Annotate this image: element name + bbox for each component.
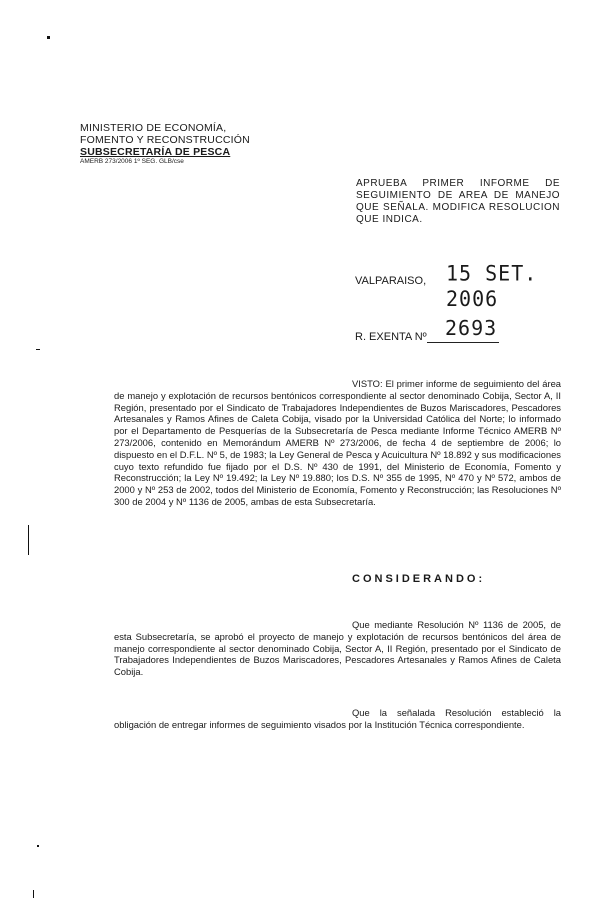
exenta-label: R. EXENTA Nº (355, 331, 427, 343)
place-label: VALPARAISO, (355, 275, 427, 287)
ministry-line-2: FOMENTO Y RECONSTRUCCIÓN (80, 134, 250, 146)
date-stamp: 15 SET. 2006 (446, 260, 538, 312)
scan-speck (36, 349, 40, 350)
exenta-number: 2693 (445, 316, 498, 340)
scan-speck (37, 845, 39, 847)
scan-speck (47, 36, 50, 39)
considerando-paragraph-2 (114, 707, 561, 731)
subject-line-2: SEGUIMIENTO DE AREA DE MANEJO (356, 190, 560, 201)
subsecretaria-line: SUBSECRETARÍA DE PESCA (80, 146, 231, 158)
document-subject (356, 178, 560, 226)
subject-line-4: QUE INDICA. (356, 214, 423, 225)
visto-lead: VISTO: (352, 378, 383, 389)
considerando-2-text: Que la señalada Resolución estableció la obligación de entregar informes de seguimiento visados por la Institución Técnica correspondiente. (114, 707, 561, 730)
reference-code: AMERB 273/2006 1º SEG. GLB/cse (80, 158, 184, 165)
considerando-heading: CONSIDERANDO: (352, 573, 486, 585)
subject-line-3: QUE SEÑALA. MODIFICA RESOLUCION (356, 202, 560, 213)
exenta-underline (427, 342, 499, 343)
letterhead (80, 122, 250, 166)
considerando-1-text: Que mediante Resolución Nº 1136 de 2005, de esta Subsecretaría, se aprobó el proyecto de manejo y explotación de recursos bentónicos del área de manejo correspondiente al sector denominado Cobija, Sector A, II Región, presentado por el Sindicato de Trabajadores Independientes de Buzos Mariscadores, Pescadores Artesanales y Ramos Afines de Caleta Cobija. (114, 619, 561, 678)
scan-mark (33, 890, 34, 898)
subject-line-1: APRUEBA PRIMER INFORME DE (356, 178, 560, 189)
scan-mark (28, 525, 29, 555)
visto-paragraph (114, 378, 561, 508)
ministry-line-1: MINISTERIO DE ECONOMÍA, (80, 122, 227, 134)
visto-text: El primer informe de seguimiento del área de manejo y explotación de recursos bentónicos correspondiente al sector denominado Cobija, Sector A, II Región, presentado por el Sindicato de Trabajadores Independientes de Buzos Mariscadores, Pescadores Artesanales y Ramos Afines de Caleta Cobija, visado por la Universidad Católica del Norte; lo informado por el Departamento de Pesquerías de la Subsecretaría de Pesca mediante Informe Técnico AMERB Nº 273/2006, contenido en Memorándum AMERB Nº 273/2006, de fecha 4 de septiembre de 2006; lo dispuesto en el D.F.L. Nº 5, de 1983; la Ley General de Pesca y Acuicultura Nº 18.892 y sus modificaciones cuyo texto refundido fue fijado por el D.S. Nº 430 de 1991, del Ministerio de Economía, Fomento y Reconstrucción; la Ley Nº 19.492; la Ley Nº 19.880; los D.S. Nº 355 de 1995, Nº 470 y Nº 572, ambos de 2000 y Nº 253 de 2002, todos del Ministerio de Economía, Fomento y Reconstrucción; las Resoluciones Nº 300 de 2004 y Nº 1136 de 2005, ambas de esta Subsecretaría. (114, 378, 561, 507)
considerando-paragraph-1 (114, 619, 561, 678)
